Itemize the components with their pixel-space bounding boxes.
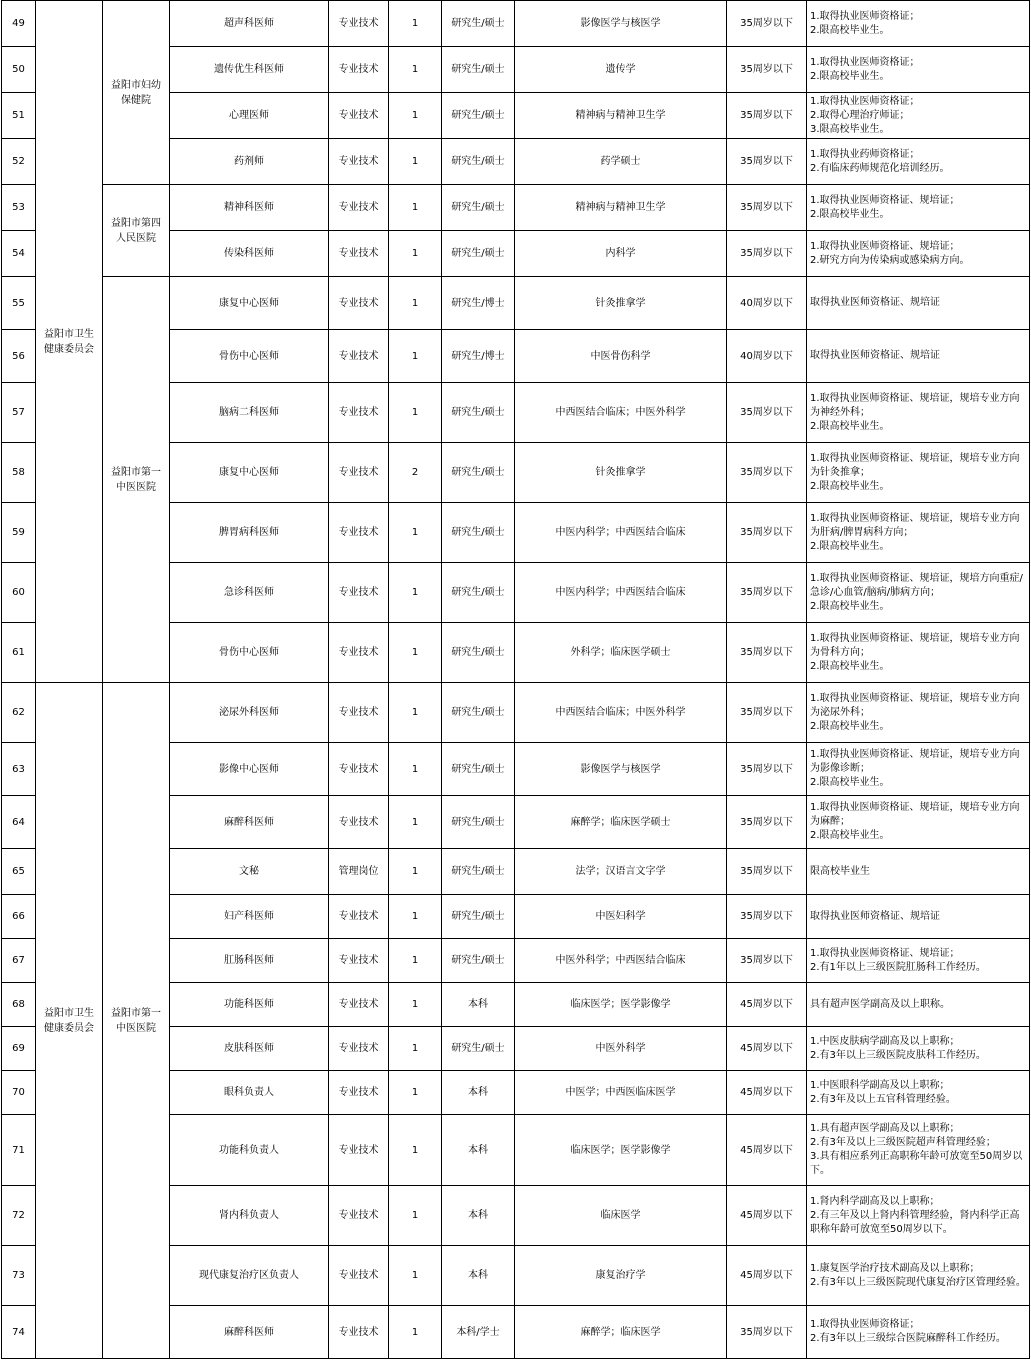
age-cell: 45周岁以下 xyxy=(727,1246,807,1306)
requirements-cell: 1.取得执业医师资格证、规培证，规培专业方向为影像诊断； 2.限高校毕业生。 xyxy=(807,743,1030,796)
row-number: 53 xyxy=(2,185,36,231)
row-number: 51 xyxy=(2,93,36,139)
position-cell: 功能科医师 xyxy=(170,983,329,1027)
post-type-cell: 专业技术 xyxy=(329,683,389,743)
age-cell: 35周岁以下 xyxy=(727,683,807,743)
age-cell: 35周岁以下 xyxy=(727,139,807,185)
education-cell: 研究生/硕士 xyxy=(442,796,515,849)
education-cell: 研究生/硕士 xyxy=(442,231,515,277)
major-cell: 针灸推拿学 xyxy=(515,277,727,330)
headcount-cell: 1 xyxy=(389,983,442,1027)
post-type-cell: 专业技术 xyxy=(329,939,389,983)
position-cell: 脾胃病科医师 xyxy=(170,503,329,563)
position-cell: 康复中心医师 xyxy=(170,277,329,330)
post-type-cell: 专业技术 xyxy=(329,383,389,443)
position-cell: 精神科医师 xyxy=(170,185,329,231)
age-cell: 45周岁以下 xyxy=(727,1186,807,1246)
age-cell: 35周岁以下 xyxy=(727,503,807,563)
position-cell: 遗传优生科医师 xyxy=(170,47,329,93)
post-type-cell: 专业技术 xyxy=(329,1306,389,1359)
requirements-cell: 1.具有超声医学副高及以上职称； 2.有3年及以上三级医院超声科管理经验； 3.具有相应系列正高职称年龄可放宽至50周岁以下。 xyxy=(807,1115,1030,1186)
unit-cell: 益阳市第一中医医院 xyxy=(103,683,170,1359)
post-type-cell: 专业技术 xyxy=(329,277,389,330)
age-cell: 35周岁以下 xyxy=(727,743,807,796)
row-number: 61 xyxy=(2,623,36,683)
headcount-cell: 1 xyxy=(389,139,442,185)
row-number: 54 xyxy=(2,231,36,277)
headcount-cell: 1 xyxy=(389,1071,442,1115)
requirements-cell: 1.取得执业医师资格证、规培证，规培专业方向为肝病/脾胃病科方向； 2.限高校毕业生。 xyxy=(807,503,1030,563)
position-cell: 麻醉科医师 xyxy=(170,796,329,849)
requirements-cell: 1.取得执业医师资格证、规培证，规培专业方向为泌尿外科； 2.限高校毕业生。 xyxy=(807,683,1030,743)
row-number: 71 xyxy=(2,1115,36,1186)
row-number: 69 xyxy=(2,1027,36,1071)
major-cell: 中医妇科学 xyxy=(515,895,727,939)
age-cell: 35周岁以下 xyxy=(727,939,807,983)
unit-cell: 益阳市妇幼保健院 xyxy=(103,1,170,185)
education-cell: 研究生/硕士 xyxy=(442,383,515,443)
education-cell: 本科 xyxy=(442,1246,515,1306)
requirements-cell: 1.取得执业医师资格证、规培证，规培专业方向为麻醉； 2.限高校毕业生。 xyxy=(807,796,1030,849)
post-type-cell: 专业技术 xyxy=(329,1115,389,1186)
post-type-cell: 专业技术 xyxy=(329,443,389,503)
major-cell: 影像医学与核医学 xyxy=(515,743,727,796)
age-cell: 35周岁以下 xyxy=(727,93,807,139)
row-number: 72 xyxy=(2,1186,36,1246)
education-cell: 研究生/硕士 xyxy=(442,849,515,895)
row-number: 59 xyxy=(2,503,36,563)
major-cell: 临床医学；医学影像学 xyxy=(515,1115,727,1186)
headcount-cell: 1 xyxy=(389,93,442,139)
requirements-cell: 1.取得执业医师资格证、规培证，规培专业方向为骨科方向； 2.限高校毕业生。 xyxy=(807,623,1030,683)
post-type-cell: 专业技术 xyxy=(329,93,389,139)
major-cell: 外科学；临床医学硕士 xyxy=(515,623,727,683)
table-body xyxy=(2,1,1030,1359)
position-cell: 脑病二科医师 xyxy=(170,383,329,443)
post-type-cell: 专业技术 xyxy=(329,1027,389,1071)
position-cell: 传染科医师 xyxy=(170,231,329,277)
education-cell: 研究生/硕士 xyxy=(442,1,515,47)
position-cell: 文秘 xyxy=(170,849,329,895)
position-cell: 影像中心医师 xyxy=(170,743,329,796)
headcount-cell: 1 xyxy=(389,1246,442,1306)
major-cell: 药学硕士 xyxy=(515,139,727,185)
post-type-cell: 管理岗位 xyxy=(329,849,389,895)
age-cell: 35周岁以下 xyxy=(727,1,807,47)
headcount-cell: 1 xyxy=(389,1186,442,1246)
position-cell: 心理医师 xyxy=(170,93,329,139)
education-cell: 本科 xyxy=(442,1071,515,1115)
position-cell: 麻醉科医师 xyxy=(170,1306,329,1359)
requirements-cell: 1.中医眼科学副高及以上职称； 2.有3年及以上五官科管理经验。 xyxy=(807,1071,1030,1115)
post-type-cell: 专业技术 xyxy=(329,1071,389,1115)
department-cell: 益阳市卫生健康委员会 xyxy=(36,1,103,683)
row-number: 73 xyxy=(2,1246,36,1306)
post-type-cell: 专业技术 xyxy=(329,983,389,1027)
post-type-cell: 专业技术 xyxy=(329,139,389,185)
requirements-cell: 1.取得执业医师资格证、规培证； 2.限高校毕业生。 xyxy=(807,185,1030,231)
department-cell: 益阳市卫生健康委员会 xyxy=(36,683,103,1359)
age-cell: 35周岁以下 xyxy=(727,47,807,93)
post-type-cell: 专业技术 xyxy=(329,563,389,623)
post-type-cell: 专业技术 xyxy=(329,1246,389,1306)
row-number: 56 xyxy=(2,330,36,383)
education-cell: 研究生/博士 xyxy=(442,277,515,330)
requirements-cell: 1.取得执业药师资格证； 2.有临床药师规范化培训经历。 xyxy=(807,139,1030,185)
major-cell: 法学；汉语言文字学 xyxy=(515,849,727,895)
row-number: 60 xyxy=(2,563,36,623)
age-cell: 45周岁以下 xyxy=(727,1071,807,1115)
age-cell: 35周岁以下 xyxy=(727,563,807,623)
requirements-cell: 取得执业医师资格证、规培证 xyxy=(807,277,1030,330)
table-row xyxy=(2,683,1030,743)
headcount-cell: 2 xyxy=(389,443,442,503)
major-cell: 影像医学与核医学 xyxy=(515,1,727,47)
education-cell: 本科 xyxy=(442,1115,515,1186)
post-type-cell: 专业技术 xyxy=(329,1,389,47)
headcount-cell: 1 xyxy=(389,623,442,683)
major-cell: 中医内科学；中西医结合临床 xyxy=(515,563,727,623)
headcount-cell: 1 xyxy=(389,1,442,47)
position-cell: 肾内科负责人 xyxy=(170,1186,329,1246)
age-cell: 45周岁以下 xyxy=(727,983,807,1027)
headcount-cell: 1 xyxy=(389,1306,442,1359)
headcount-cell: 1 xyxy=(389,1115,442,1186)
post-type-cell: 专业技术 xyxy=(329,623,389,683)
education-cell: 研究生/硕士 xyxy=(442,185,515,231)
major-cell: 中医学；中西医临床医学 xyxy=(515,1071,727,1115)
major-cell: 精神病与精神卫生学 xyxy=(515,93,727,139)
age-cell: 35周岁以下 xyxy=(727,796,807,849)
major-cell: 精神病与精神卫生学 xyxy=(515,185,727,231)
requirements-cell: 1.取得执业医师资格证、规培证； 2.研究方向为传染病或感染病方向。 xyxy=(807,231,1030,277)
headcount-cell: 1 xyxy=(389,277,442,330)
requirements-cell: 1.取得执业医师资格证、规培证，规培专业方向为针灸推拿； 2.限高校毕业生。 xyxy=(807,443,1030,503)
major-cell: 中医内科学；中西医结合临床 xyxy=(515,503,727,563)
headcount-cell: 1 xyxy=(389,683,442,743)
age-cell: 35周岁以下 xyxy=(727,231,807,277)
row-number: 55 xyxy=(2,277,36,330)
education-cell: 研究生/硕士 xyxy=(442,93,515,139)
post-type-cell: 专业技术 xyxy=(329,895,389,939)
requirements-cell: 1.取得执业医师资格证； 2.有3年以上三级综合医院麻醉科工作经历。 xyxy=(807,1306,1030,1359)
age-cell: 35周岁以下 xyxy=(727,383,807,443)
headcount-cell: 1 xyxy=(389,849,442,895)
position-cell: 超声科医师 xyxy=(170,1,329,47)
row-number: 65 xyxy=(2,849,36,895)
requirements-cell: 取得执业医师资格证、规培证 xyxy=(807,330,1030,383)
requirements-cell: 1.取得执业医师资格证； 2.限高校毕业生。 xyxy=(807,47,1030,93)
age-cell: 35周岁以下 xyxy=(727,849,807,895)
row-number: 57 xyxy=(2,383,36,443)
age-cell: 35周岁以下 xyxy=(727,623,807,683)
position-cell: 妇产科医师 xyxy=(170,895,329,939)
age-cell: 35周岁以下 xyxy=(727,443,807,503)
row-number: 58 xyxy=(2,443,36,503)
education-cell: 研究生/硕士 xyxy=(442,139,515,185)
position-cell: 药剂师 xyxy=(170,139,329,185)
requirements-cell: 具有超声医学副高及以上职称。 xyxy=(807,983,1030,1027)
headcount-cell: 1 xyxy=(389,185,442,231)
major-cell: 内科学 xyxy=(515,231,727,277)
position-cell: 骨伤中心医师 xyxy=(170,330,329,383)
age-cell: 35周岁以下 xyxy=(727,895,807,939)
education-cell: 研究生/硕士 xyxy=(442,623,515,683)
headcount-cell: 1 xyxy=(389,330,442,383)
post-type-cell: 专业技术 xyxy=(329,231,389,277)
headcount-cell: 1 xyxy=(389,383,442,443)
row-number: 74 xyxy=(2,1306,36,1359)
unit-cell: 益阳市第四人民医院 xyxy=(103,185,170,277)
table-row xyxy=(2,1,1030,47)
age-cell: 45周岁以下 xyxy=(727,1115,807,1186)
recruitment-table xyxy=(1,0,1030,1359)
requirements-cell: 取得执业医师资格证、规培证 xyxy=(807,895,1030,939)
education-cell: 研究生/硕士 xyxy=(442,1027,515,1071)
major-cell: 遗传学 xyxy=(515,47,727,93)
education-cell: 研究生/硕士 xyxy=(442,895,515,939)
post-type-cell: 专业技术 xyxy=(329,796,389,849)
major-cell: 临床医学；医学影像学 xyxy=(515,983,727,1027)
major-cell: 康复治疗学 xyxy=(515,1246,727,1306)
requirements-cell: 1.取得执业医师资格证； 2.限高校毕业生。 xyxy=(807,1,1030,47)
education-cell: 研究生/硕士 xyxy=(442,743,515,796)
row-number: 63 xyxy=(2,743,36,796)
age-cell: 35周岁以下 xyxy=(727,185,807,231)
position-cell: 骨伤中心医师 xyxy=(170,623,329,683)
major-cell: 中西医结合临床；中医外科学 xyxy=(515,383,727,443)
education-cell: 研究生/博士 xyxy=(442,330,515,383)
post-type-cell: 专业技术 xyxy=(329,330,389,383)
requirements-cell: 1.取得执业医师资格证、规培证，规培方向重症/急诊/心血管/脑病/肺病方向； 2.限高校毕业生。 xyxy=(807,563,1030,623)
education-cell: 本科/学士 xyxy=(442,1306,515,1359)
unit-cell: 益阳市第一中医医院 xyxy=(103,277,170,683)
position-cell: 功能科负责人 xyxy=(170,1115,329,1186)
headcount-cell: 1 xyxy=(389,503,442,563)
major-cell: 麻醉学；临床医学 xyxy=(515,1306,727,1359)
position-cell: 现代康复治疗区负责人 xyxy=(170,1246,329,1306)
age-cell: 40周岁以下 xyxy=(727,330,807,383)
requirements-cell: 1.肾内科学副高及以上职称； 2.有三年及以上肾内科管理经验，肾内科学正高职称年龄可放宽至50周岁以下。 xyxy=(807,1186,1030,1246)
age-cell: 45周岁以下 xyxy=(727,1027,807,1071)
requirements-cell: 1.取得执业医师资格证、规培证，规培专业方向为神经外科； 2.限高校毕业生。 xyxy=(807,383,1030,443)
headcount-cell: 1 xyxy=(389,563,442,623)
headcount-cell: 1 xyxy=(389,1027,442,1071)
requirements-cell: 1.取得执业医师资格证； 2.取得心理治疗师证； 3.限高校毕业生。 xyxy=(807,93,1030,139)
position-cell: 眼科负责人 xyxy=(170,1071,329,1115)
row-number: 64 xyxy=(2,796,36,849)
row-number: 67 xyxy=(2,939,36,983)
row-number: 50 xyxy=(2,47,36,93)
post-type-cell: 专业技术 xyxy=(329,1186,389,1246)
position-cell: 泌尿外科医师 xyxy=(170,683,329,743)
position-cell: 肛肠科医师 xyxy=(170,939,329,983)
education-cell: 本科 xyxy=(442,1186,515,1246)
major-cell: 针灸推拿学 xyxy=(515,443,727,503)
row-number: 62 xyxy=(2,683,36,743)
requirements-cell: 限高校毕业生 xyxy=(807,849,1030,895)
major-cell: 麻醉学；临床医学硕士 xyxy=(515,796,727,849)
requirements-cell: 1.康复医学治疗技术副高及以上职称； 2.有3年以上三级医院现代康复治疗区管理经验。 xyxy=(807,1246,1030,1306)
row-number: 49 xyxy=(2,1,36,47)
age-cell: 40周岁以下 xyxy=(727,277,807,330)
age-cell: 35周岁以下 xyxy=(727,1306,807,1359)
education-cell: 研究生/硕士 xyxy=(442,503,515,563)
row-number: 70 xyxy=(2,1071,36,1115)
post-type-cell: 专业技术 xyxy=(329,743,389,796)
requirements-cell: 1.取得执业医师资格证、规培证； 2.有1年以上三级医院肛肠科工作经历。 xyxy=(807,939,1030,983)
education-cell: 研究生/硕士 xyxy=(442,47,515,93)
requirements-cell: 1.中医皮肤病学副高及以上职称； 2.有3年以上三级医院皮肤科工作经历。 xyxy=(807,1027,1030,1071)
education-cell: 研究生/硕士 xyxy=(442,939,515,983)
post-type-cell: 专业技术 xyxy=(329,185,389,231)
major-cell: 临床医学 xyxy=(515,1186,727,1246)
education-cell: 研究生/硕士 xyxy=(442,563,515,623)
position-cell: 急诊科医师 xyxy=(170,563,329,623)
education-cell: 本科 xyxy=(442,983,515,1027)
post-type-cell: 专业技术 xyxy=(329,503,389,563)
major-cell: 中医外科学；中西医结合临床 xyxy=(515,939,727,983)
row-number: 68 xyxy=(2,983,36,1027)
major-cell: 中医外科学 xyxy=(515,1027,727,1071)
headcount-cell: 1 xyxy=(389,743,442,796)
education-cell: 研究生/硕士 xyxy=(442,443,515,503)
table-row xyxy=(2,277,1030,330)
headcount-cell: 1 xyxy=(389,939,442,983)
row-number: 66 xyxy=(2,895,36,939)
position-cell: 康复中心医师 xyxy=(170,443,329,503)
headcount-cell: 1 xyxy=(389,796,442,849)
headcount-cell: 1 xyxy=(389,895,442,939)
position-cell: 皮肤科医师 xyxy=(170,1027,329,1071)
table-row xyxy=(2,185,1030,231)
major-cell: 中西医结合临床；中医外科学 xyxy=(515,683,727,743)
headcount-cell: 1 xyxy=(389,47,442,93)
education-cell: 研究生/硕士 xyxy=(442,683,515,743)
row-number: 52 xyxy=(2,139,36,185)
major-cell: 中医骨伤科学 xyxy=(515,330,727,383)
headcount-cell: 1 xyxy=(389,231,442,277)
post-type-cell: 专业技术 xyxy=(329,47,389,93)
